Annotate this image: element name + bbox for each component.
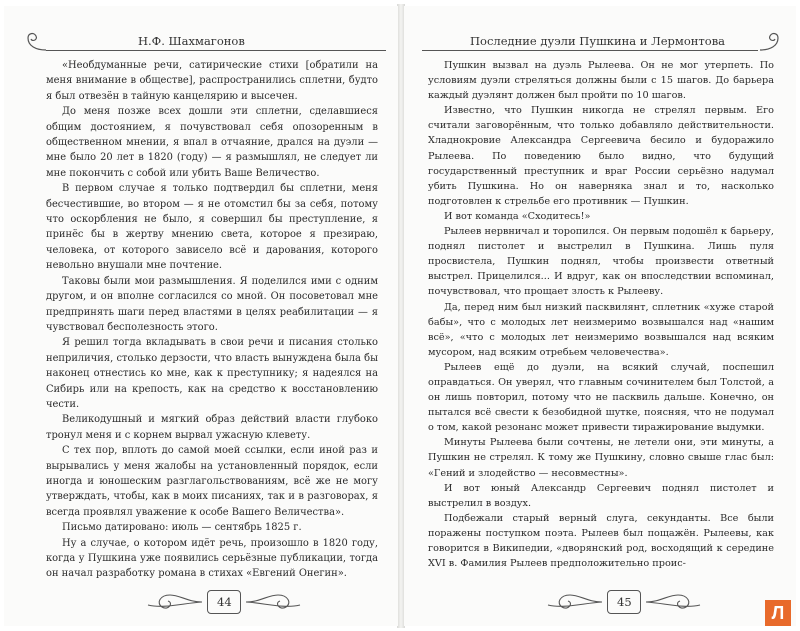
paragraph: Таковы были мои размышления. Я поделился ими с одним другом, и он вполне согласился со мной. Он посоветовал мне предпринять шаги перед властями в целях реабилитации — я чувствовал бесполезность этого. bbox=[46, 275, 378, 333]
publisher-logo-badge: Л bbox=[765, 600, 791, 626]
right-footer bbox=[544, 590, 744, 616]
paragraph: Письмо датировано: июль — сентябрь 1825 г. bbox=[62, 522, 302, 534]
flourish-ornament-icon bbox=[244, 591, 304, 613]
right-body-text bbox=[428, 58, 774, 571]
paragraph: Минуты Рылеева были сочтены, не летели они, эти минуты, а Пушкин не стрелял. К тому же Пушкину, словно свыше глас был: «Гений и злодейство — несовместны». bbox=[428, 437, 774, 479]
left-footer bbox=[144, 590, 344, 616]
flourish-ornament-icon bbox=[644, 591, 704, 613]
left-body-text bbox=[46, 58, 378, 582]
paragraph: И вот команда «Сходитесь!» bbox=[444, 210, 591, 222]
left-header-title: Н.Ф. Шахмагонов bbox=[138, 34, 245, 48]
paragraph: Я решил тогда вкладывать в свои речи и писания столько неприличия, столько дерзости, что власть вынуждена была бы наконец отнестись ко мне, как к преступнику; я надеялся на Сибирь или на крепость, как на средство к восстановлению чести. bbox=[46, 337, 378, 410]
flourish-ornament-icon bbox=[24, 30, 48, 52]
flourish-ornament-icon bbox=[758, 30, 782, 52]
flourish-ornament-icon bbox=[544, 591, 604, 613]
paragraph: Да, перед ним был низкий пасквилянт, сплетник «хуже старой бабы», что с молодых лет неизмеримо возвышался над «нашим всё», «что с молодых лет неизмеримо возвышался над всяким мусором, над всяким отребьем человечества». bbox=[428, 301, 774, 358]
paragraph: Подбежали старый верный слуга, секунданты. Все были поражены поступком поэта. Рылеев был пощажён. Рылеевы, как говорится в Википедии, «дворянский род, восходящий к середине XVI в. Фамилия Рылеев предположительно проис- bbox=[428, 512, 774, 570]
paragraph: Известно, что Пушкин никогда не стрелял первым. Его считали заговорённым, что только добавляло действительности. Хладнокровие Александра Сергеевича бесило и будоражило Рылеева. По поведению было видно, что будущий государственный преступник и враг России серьёзно надумал убить Пушкина. Но он наверняка знал и то, насколько подготовлен к стрельбе его противник — Пушкин. bbox=[428, 105, 774, 207]
paragraph: Ну а случае, о котором идёт речь, произошло в 1820 году, когда у Пушкина уже появились серьёзные публикации, тогда он начал разработку романа в стихах «Евгений Онегин». bbox=[46, 537, 378, 580]
right-page bbox=[404, 6, 796, 626]
right-header-title: Последние дуэли Пушкина и Лермонтова bbox=[470, 34, 726, 48]
header-rule bbox=[46, 50, 386, 51]
paragraph: Рылеев ещё до дуэли, на всякий случай, поспешил оправдаться. Он уверял, что главным сочинителем был Толстой, а он лишь повторил, потому что не пасквиль дальше. Конечно, он пытался всё свести к безобидной шутке, поясняя, что не подумал о том, какой резонанс может привести тиражирование выдумки. bbox=[428, 361, 774, 434]
right-running-header bbox=[422, 28, 782, 54]
paragraph: В первом случае я только подтвердил бы сплетни, меня бесчестившие, во втором — я не отомстил бы за себя, потому что оскорбления не было, я совершил бы преступление, я принёс бы в жертву мнению света, которое я презираю, человека, от которого зависело всё и дарования, которого невольно внушали мне почтение. bbox=[46, 183, 378, 272]
left-running-header bbox=[24, 28, 384, 54]
paragraph: Рылеев нервничал и торопился. Он первым подошёл к барьеру, поднял пистолет и выстрелил в Пушкина. Лишь пуля просвистела, Пушкин поднял, чтобы произвести ответный выстрел. Прицелился... И вдруг, как он впоследствии вспоминал, почувствовал, что прощает злость к Рылееву. bbox=[428, 226, 774, 298]
paragraph: С тех пор, вплоть до самой моей ссылки, если иной раз и вырывались у меня жалобы на установленный порядок, если иногда и юношеским разглагольствованиям, всё же не могу утверждать, чтобы, как в моих писаниях, так и в разговорах, я всегда проявлял уважение к особе Вашего Величества». bbox=[46, 445, 378, 518]
left-page bbox=[4, 6, 398, 626]
paragraph: «Необдуманные речи, сатирические стихи [обратили на меня внимание в обществе], распространились сплетни, будто я был отвезён в тайную канцелярию и высечен. bbox=[46, 60, 378, 102]
paragraph: Великодушный и мягкий образ действий власти глубоко тронул меня и с корнем вырвал ужасную клевету. bbox=[46, 414, 378, 441]
paragraph: И вот юный Александр Сергеевич поднял пистолет и выстрелил в воздух. bbox=[428, 482, 774, 509]
right-page-number: 45 bbox=[617, 595, 632, 609]
header-rule bbox=[422, 50, 758, 51]
paragraph: До меня позже всех дошли эти сплетни, сделавшиеся общим достоянием, я почувствовал себя опозоренным в общественном мнении, я впал в отчаяние, дрался на дуэли — мне было 20 лет в 1820 (году) — я размышлял, не следует ли мне покончить с собой или убить Ваше Величество. bbox=[46, 106, 378, 179]
paragraph: Пушкин вызвал на дуэль Рылеева. Он не мог утерпеть. По условиям дуэли стреляться должны были с 15 шагов. До барьера каждый дуэлянт должен был пройти по 10 шагов. bbox=[428, 60, 774, 102]
left-page-number: 44 bbox=[217, 595, 232, 609]
flourish-ornament-icon bbox=[144, 591, 204, 613]
